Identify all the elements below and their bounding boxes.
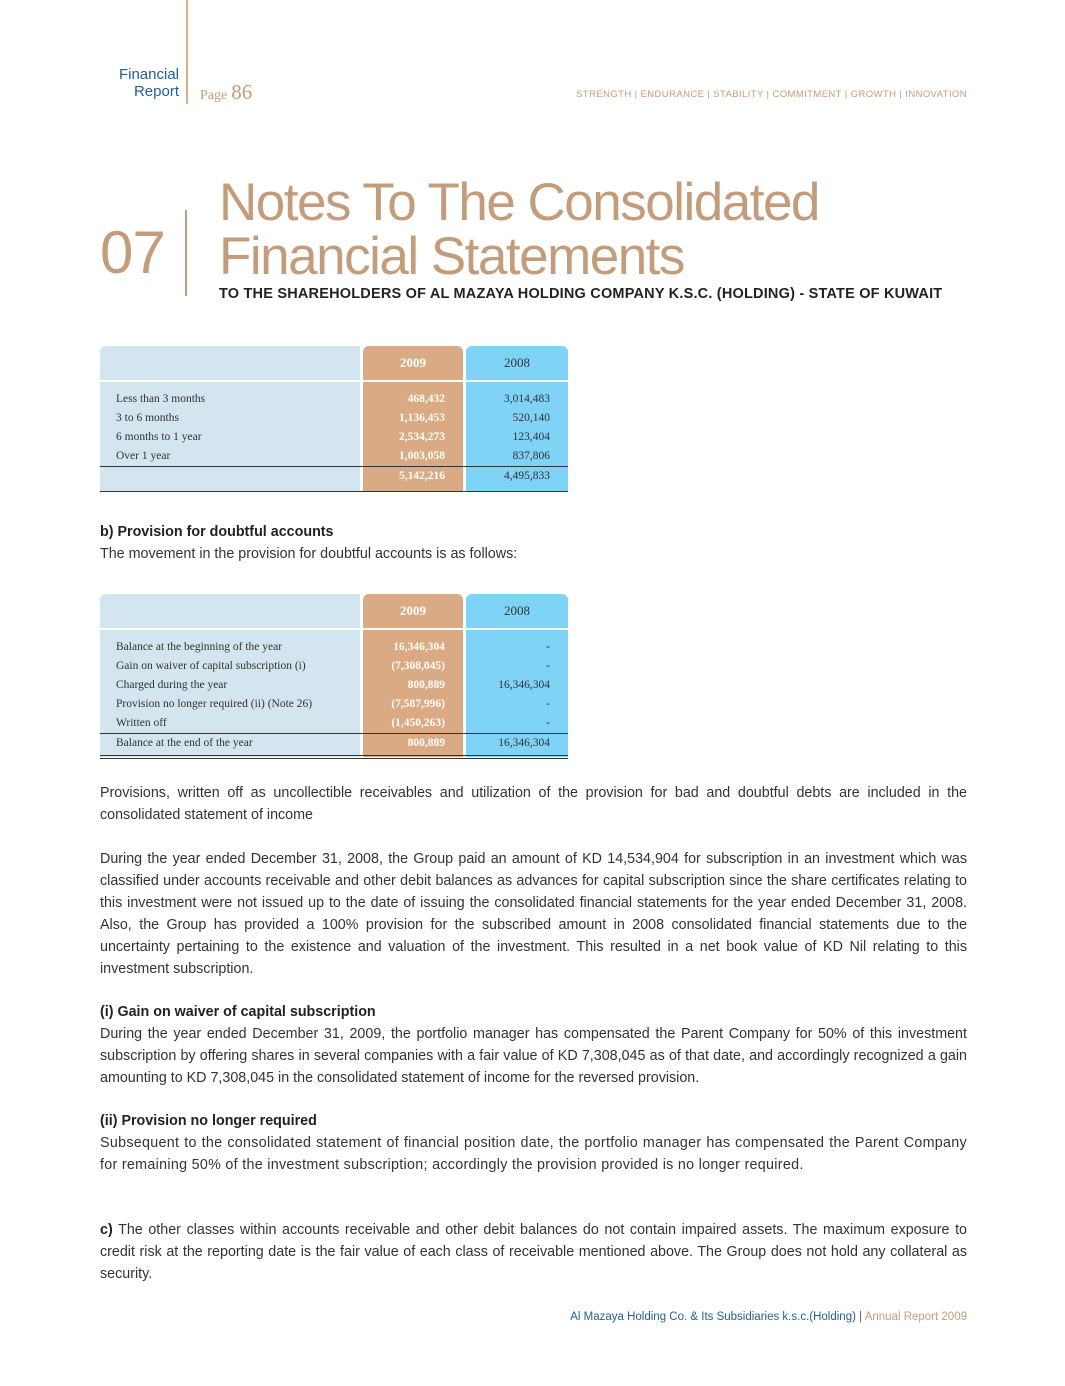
section-b [100,521,967,565]
value-2008: 16,346,304 [498,679,550,691]
section-label [119,66,179,100]
value-2008: - [546,698,550,710]
value-2008: 520,140 [512,412,550,424]
total-row [100,734,568,753]
footer [570,1311,967,1323]
table-row [100,447,568,466]
value-2009: 16,346,304 [393,641,445,653]
paragraph-investment: During the year ended December 31, 2008, the Group paid an amount of KD 14,534,904 for subscription in an investment which was classified under accounts receivable and other debit balances as advances for capital subscription since the share certificates relating to this investment were not issued up to the date of issuing the consolidated financial statements for the year ended December 31, 2008. Also, the Group has provided a 100% provision for the subscribed amount in 2008 consolidated financial statements due to the uncertainty pertaining to the existence and valuation of the investment. This resulted in a net book value of KD Nil relating to this investment subscription. [100,851,967,977]
value-2008: - [546,717,550,729]
row-label: Less than 3 months [116,393,206,405]
table-row [100,714,568,733]
section-i-heading: (i) Gain on waiver of capital subscription [100,1004,376,1020]
provision-table [100,594,568,760]
page-label: Page [200,88,228,103]
value-2009: 1,003,058 [399,450,445,462]
ageing-table [100,346,568,492]
section-ii [100,1110,967,1176]
table-row [100,638,568,657]
total-2009: 800,889 [407,737,445,749]
row-label: Charged during the year [116,679,228,691]
value-2009: 2,534,273 [399,431,445,443]
section-label-line2: Report [133,83,179,100]
value-2008: - [546,641,550,653]
page-title-line2: Financial Statements [219,227,684,286]
header-2009: 2009 [400,355,426,370]
value-2009: (7,587,996) [391,698,445,710]
row-label: Balance at the beginning of the year [116,641,283,653]
total-row [100,467,568,486]
section-ii-text: Subsequent to the consolidated statement of financial position date, the portfolio manager has compensated the Parent Company for remaining 50% of the investment subscription; accordingly the provision provided is no longer required. [100,1135,967,1173]
header-2008: 2008 [504,355,530,370]
section-b-intro: The movement in the provision for doubtful accounts is as follows: [100,546,518,562]
section-c-text: The other classes within accounts receivable and other debit balances do not contain impaired assets. The maximum exposure to credit risk at the reporting date is the fair value of each class of receivable mentioned above. The Group does not hold any collateral as security. [100,1222,967,1282]
table-row [100,676,568,695]
value-2009: (7,308,045) [391,660,445,672]
paragraph-provisions: Provisions, written off as uncollectible receivables and utilization of the provision for bad and doubtful debts are included in the consolidated statement of income [100,785,967,823]
value-2009: 800,889 [407,679,445,691]
table-header [100,346,568,380]
section-i-text: During the year ended December 31, 2009, the portfolio manager has compensated the Parent Company for 50% of this investment subscription by offering shares in several companies with a fair value of KD 7,308,045 as of that date, and accordingly recognized a gain amounting to KD 7,308,045 in the consolidated statement of income for the reversed provision. [100,1026,967,1086]
bottom-rule [100,491,568,492]
value-2008: 3,014,483 [504,393,550,405]
table-row [100,428,568,447]
table-row [100,695,568,714]
section-number-divider [185,210,187,296]
section-c [100,1219,967,1285]
header-2008: 2008 [504,603,530,618]
footer-company: Al Mazaya Holding Co. & Its Subsidiaries k.s.c.(Holding) [570,1311,856,1323]
section-label-line1: Financial [118,66,179,83]
page-subtitle: TO THE SHAREHOLDERS OF AL MAZAYA HOLDING COMPANY K.S.C. (HOLDING) - STATE OF KUWAIT [219,286,943,302]
double-rule-bottom [100,758,568,759]
header-2009: 2009 [400,603,426,618]
table-row [100,409,568,428]
header-tagline: STRENGTH | ENDURANCE | STABILITY | COMMITMENT | GROWTH | INNOVATION [576,89,967,100]
row-label: Gain on waiver of capital subscription (i) [116,660,306,672]
row-label: Balance at the end of the year [116,737,253,749]
total-2008: 4,495,833 [504,470,550,482]
section-c-label: c) [100,1222,113,1238]
footer-separator: | [859,1311,863,1323]
table-row [100,657,568,676]
total-2009: 5,142,216 [399,470,445,482]
double-rule-top [100,755,568,756]
value-2008: - [546,660,550,672]
section-b-heading: b) Provision for doubtful accounts [100,524,334,540]
section-i [100,1001,967,1089]
value-2008: 837,806 [512,450,550,462]
total-2008: 16,346,304 [498,737,550,749]
value-2008: 123,404 [512,431,550,443]
page-number-value: 86 [231,80,253,104]
page-number [200,80,252,105]
value-2009: 1,136,453 [399,412,445,424]
header-divider [186,0,188,104]
table-header [100,594,568,628]
value-2009: (1,450,263) [391,717,445,729]
row-label: Over 1 year [116,450,171,462]
table-row [100,390,568,409]
header-separator [100,628,568,630]
row-label: Written off [116,717,167,729]
row-label: Provision no longer required (ii) (Note 26) [116,698,313,710]
section-number: 07 [100,219,165,286]
page-title [219,173,819,286]
value-2009: 468,432 [407,393,445,405]
row-label: 3 to 6 months [116,412,179,424]
header-separator [100,380,568,382]
footer-report: Annual Report 2009 [864,1311,967,1323]
row-label: 6 months to 1 year [116,431,202,443]
section-ii-heading: (ii) Provision no longer required [100,1113,317,1129]
page-title-line1: Notes To The Consolidated [219,173,819,232]
